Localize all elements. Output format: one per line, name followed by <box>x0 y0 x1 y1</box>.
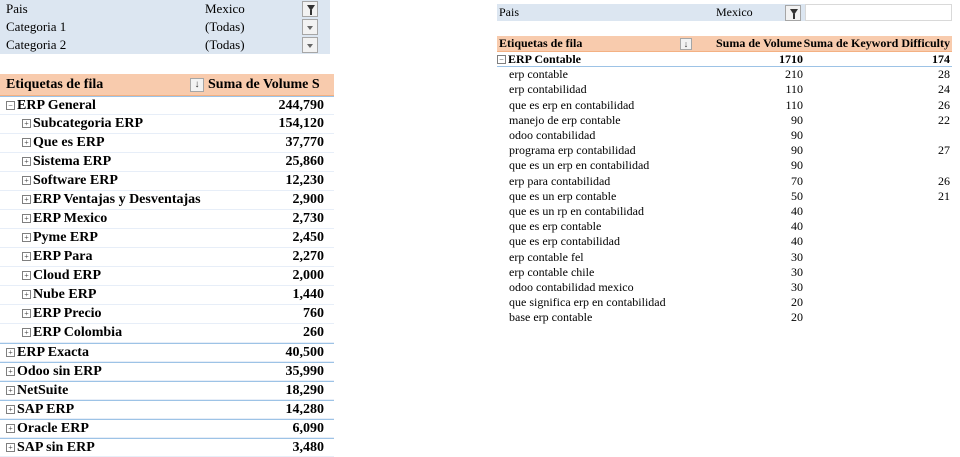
expand-icon[interactable]: + <box>22 176 31 185</box>
row-label: Software ERP <box>33 173 118 188</box>
group-row[interactable] <box>0 343 334 362</box>
filter-label: Pais <box>6 1 28 16</box>
row-volume: 154,120 <box>278 116 324 131</box>
expand-icon[interactable]: + <box>22 214 31 223</box>
subgroup-row[interactable] <box>0 324 334 343</box>
keyword-volume: 210 <box>785 67 803 82</box>
keyword-volume: 20 <box>791 310 803 325</box>
filter-value[interactable]: (Todas) <box>205 37 245 52</box>
keyword-label: erp contable chile <box>509 264 595 279</box>
keyword-label: erp para contabilidad <box>509 173 611 188</box>
keyword-label: erp contable <box>509 67 568 82</box>
row-volume: 12,230 <box>285 173 324 188</box>
sort-filter-icon[interactable]: ↓ <box>190 78 204 92</box>
keyword-row[interactable] <box>497 219 952 234</box>
sort-filter-icon[interactable]: ↓ <box>680 38 692 50</box>
group-row[interactable] <box>0 362 334 381</box>
keyword-row[interactable] <box>497 128 952 143</box>
expand-icon[interactable]: + <box>22 233 31 242</box>
row-volume: 6,090 <box>292 420 324 436</box>
filter-funnel-icon[interactable] <box>302 1 318 17</box>
row-label: Que es ERP <box>33 135 105 150</box>
keyword-volume: 90 <box>791 143 803 158</box>
keyword-row[interactable] <box>497 174 952 189</box>
row-label: ERP Precio <box>33 306 102 321</box>
keyword-row[interactable] <box>497 204 952 219</box>
group-volume: 1710 <box>779 51 803 66</box>
row-volume: 14,280 <box>285 401 324 417</box>
expand-icon[interactable]: + <box>6 443 15 452</box>
pivot-header-row <box>0 74 334 96</box>
keyword-volume: 110 <box>785 82 803 97</box>
keyword-row[interactable] <box>497 265 952 280</box>
expand-icon[interactable]: + <box>22 195 31 204</box>
group-row[interactable] <box>0 381 334 400</box>
keyword-difficulty: 28 <box>938 67 950 82</box>
subgroup-row[interactable] <box>0 248 334 267</box>
row-volume: 1,440 <box>292 287 324 302</box>
sum-volume-header: Suma de Volume <box>715 36 802 50</box>
keyword-difficulty: 24 <box>938 82 950 97</box>
group-label: ERP Contable <box>508 51 582 66</box>
subgroup-row[interactable] <box>0 153 334 172</box>
keyword-label: base erp contable <box>509 310 593 325</box>
keyword-volume: 40 <box>791 203 803 218</box>
row-label: Subcategoria ERP <box>33 116 144 131</box>
sum-keyword-difficulty-header: Suma de Keyword Difficulty <box>803 36 950 50</box>
filter-label: Categoria 2 <box>6 37 67 52</box>
keyword-label: que es un erp contable <box>509 188 617 203</box>
empty-cell <box>805 4 952 21</box>
row-volume: 37,770 <box>285 135 324 150</box>
subgroup-row[interactable] <box>0 134 334 153</box>
keyword-row[interactable] <box>497 295 952 310</box>
keyword-volume: 70 <box>791 173 803 188</box>
row-label: ERP Colombia <box>33 325 123 340</box>
subgroup-row[interactable] <box>0 286 334 305</box>
subgroup-row[interactable] <box>0 191 334 210</box>
keyword-label: erp contabilidad <box>509 82 587 97</box>
row-label: Oracle ERP <box>17 420 89 436</box>
row-labels-header-cell <box>497 36 694 51</box>
keyword-volume: 90 <box>791 112 803 127</box>
group-kd: 174 <box>932 51 950 66</box>
subgroup-row[interactable] <box>0 172 334 191</box>
filter-row-pais <box>0 0 330 18</box>
keyword-volume: 90 <box>791 158 803 173</box>
expand-icon[interactable]: + <box>6 386 15 395</box>
row-volume: 3,480 <box>292 439 324 455</box>
row-volume: 260 <box>303 325 324 340</box>
expand-icon[interactable]: + <box>22 309 31 318</box>
keyword-label: que significa erp en contabilidad <box>509 295 666 310</box>
row-label: Cloud ERP <box>33 268 102 283</box>
filter-funnel-icon[interactable] <box>785 5 801 21</box>
dropdown-arrow-icon[interactable] <box>302 19 318 35</box>
row-label: ERP Para <box>33 249 93 264</box>
keyword-label: odoo contabilidad <box>509 128 596 143</box>
keyword-volume: 30 <box>791 264 803 279</box>
keyword-difficulty: 22 <box>938 112 950 127</box>
keyword-label: que es un erp en contabilidad <box>509 158 650 173</box>
pivot-filters <box>0 0 330 54</box>
keyword-row[interactable] <box>497 82 952 97</box>
keyword-row[interactable] <box>497 113 952 128</box>
keyword-row[interactable] <box>497 249 952 264</box>
filter-label: Categoria 1 <box>6 19 67 34</box>
expand-icon[interactable]: + <box>6 348 15 357</box>
row-volume: 2,270 <box>292 249 324 264</box>
keyword-row[interactable] <box>497 189 952 204</box>
expand-icon[interactable]: + <box>22 157 31 166</box>
keyword-row[interactable] <box>497 234 952 249</box>
keyword-row[interactable] <box>497 67 952 82</box>
pivot-table-left <box>0 0 334 455</box>
group-row[interactable] <box>0 400 334 419</box>
subgroup-row[interactable] <box>0 210 334 229</box>
row-label: Pyme ERP <box>33 230 98 245</box>
keyword-volume: 110 <box>785 97 803 112</box>
row-volume: 244,790 <box>278 97 324 113</box>
keyword-label: que es erp contable <box>509 219 602 234</box>
expand-icon[interactable]: + <box>22 328 31 337</box>
row-volume: 18,290 <box>285 382 324 398</box>
row-volume: 2,730 <box>292 211 324 226</box>
row-volume: 2,900 <box>292 192 324 207</box>
keyword-row[interactable] <box>497 280 952 295</box>
keyword-label: que es erp en contabilidad <box>509 97 635 112</box>
keyword-volume: 40 <box>791 234 803 249</box>
sum-volume-header: Suma de Volume S <box>208 76 320 92</box>
subgroup-row[interactable] <box>0 267 334 286</box>
keyword-row[interactable] <box>497 98 952 113</box>
filter-row-pais <box>497 4 952 21</box>
row-volume: 760 <box>303 306 324 321</box>
expand-icon[interactable]: + <box>22 290 31 299</box>
row-labels-header: Etiquetas de fila <box>6 76 104 92</box>
keyword-volume: 50 <box>791 188 803 203</box>
row-volume: 2,450 <box>292 230 324 245</box>
dropdown-arrow-icon[interactable] <box>302 37 318 53</box>
keyword-volume: 30 <box>791 279 803 294</box>
collapse-icon[interactable]: − <box>497 55 506 64</box>
filter-row-categoria-2 <box>0 36 330 54</box>
keyword-label: odoo contabilidad mexico <box>509 279 634 294</box>
row-label: ERP General <box>17 97 96 113</box>
group-row[interactable] <box>0 438 334 457</box>
expand-icon[interactable]: + <box>22 252 31 261</box>
group-row[interactable] <box>497 52 952 67</box>
pivot-header-row <box>497 36 952 52</box>
filter-label: Pais <box>497 4 713 21</box>
row-volume: 35,990 <box>285 363 324 379</box>
subgroup-row[interactable] <box>0 115 334 134</box>
pivot-rows <box>0 96 334 457</box>
keyword-volume: 20 <box>791 295 803 310</box>
filter-value[interactable]: Mexico <box>205 1 245 16</box>
row-label: ERP Ventajas y Desventajas <box>33 192 201 207</box>
pivot-table-right <box>497 0 952 325</box>
subgroup-row[interactable] <box>0 229 334 248</box>
row-volume: 40,500 <box>285 344 324 360</box>
keyword-volume: 90 <box>791 128 803 143</box>
keyword-label: manejo de erp contable <box>509 112 621 127</box>
filter-row-categoria-1 <box>0 18 330 36</box>
row-label: SAP sin ERP <box>17 439 95 455</box>
row-label: Sistema ERP <box>33 154 112 169</box>
keyword-label: que es erp contabilidad <box>509 234 620 249</box>
keyword-row[interactable] <box>497 310 952 325</box>
row-label: SAP ERP <box>17 401 75 417</box>
expand-icon[interactable]: + <box>22 138 31 147</box>
row-label: ERP Mexico <box>33 211 108 226</box>
expand-icon[interactable]: + <box>22 271 31 280</box>
expand-icon[interactable]: + <box>22 119 31 128</box>
keyword-row[interactable] <box>497 143 952 158</box>
row-volume: 2,000 <box>292 268 324 283</box>
keyword-difficulty: 26 <box>938 173 950 188</box>
row-label: Odoo sin ERP <box>17 363 102 379</box>
keyword-label: erp contable fel <box>509 249 584 264</box>
expand-icon[interactable]: + <box>6 405 15 414</box>
expand-icon[interactable]: + <box>6 367 15 376</box>
keyword-label: programa erp contabilidad <box>509 143 636 158</box>
row-label: NetSuite <box>17 382 69 398</box>
keyword-row[interactable] <box>497 158 952 173</box>
keyword-label: que es un rp en contabilidad <box>509 203 644 218</box>
keyword-volume: 40 <box>791 219 803 234</box>
filter-value[interactable]: (Todas) <box>205 19 245 34</box>
row-label: Nube ERP <box>33 287 97 302</box>
group-row[interactable] <box>0 419 334 438</box>
group-row[interactable] <box>0 96 334 115</box>
filter-value[interactable]: Mexico <box>713 4 783 21</box>
row-volume: 25,860 <box>285 154 324 169</box>
row-labels-header: Etiquetas de fila <box>499 36 583 50</box>
keyword-difficulty: 21 <box>938 188 950 203</box>
keyword-volume: 30 <box>791 249 803 264</box>
keyword-difficulty: 26 <box>938 97 950 112</box>
subgroup-row[interactable] <box>0 305 334 324</box>
keyword-difficulty: 27 <box>938 143 950 158</box>
row-label: ERP Exacta <box>17 344 89 360</box>
expand-icon[interactable]: + <box>6 424 15 433</box>
pivot-rows <box>497 52 952 325</box>
collapse-icon[interactable]: − <box>6 101 15 110</box>
